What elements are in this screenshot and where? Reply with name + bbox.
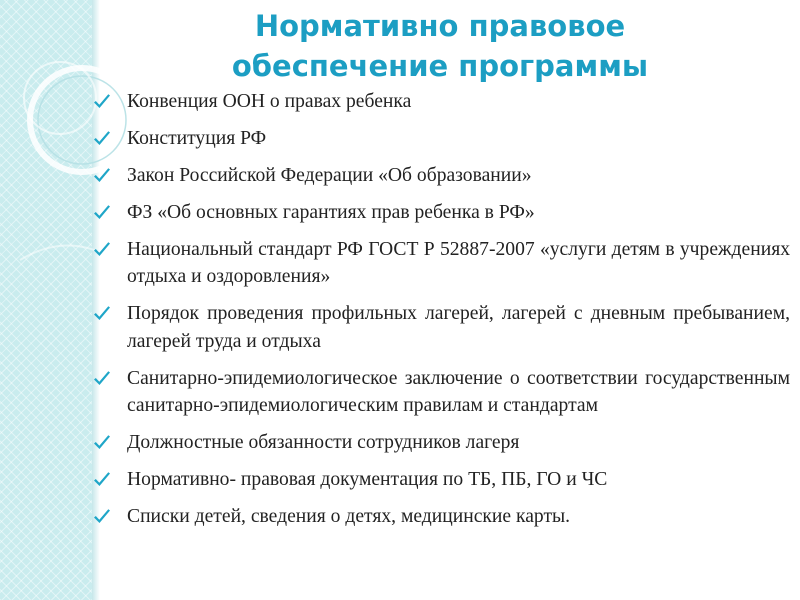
list-item-text: Конвенция ООН о правах ребенка [127,91,412,112]
decorative-left-band [0,0,92,600]
checkmark-icon [92,370,112,388]
checkmark-icon [92,204,112,222]
list-item [86,88,790,116]
list-item [86,466,790,494]
list-item-text: Списки детей, сведения о детях, медицинские карты. [127,505,571,527]
list-item [86,236,790,291]
list-item-text: Санитарно-эпидемиологическое заключение о соответствии государственным санитарно-эпидемиологическим правилам и стандартам [127,367,790,417]
list-item-text: Должностные обязанности сотрудников лагеря [127,432,520,454]
title-line-1: Нормативно правовое [254,9,626,43]
checkmark-icon [92,130,112,148]
list-item-text: ФЗ «Об основных гарантиях прав ребенка в РФ» [127,201,535,223]
requirements-list [86,88,790,540]
checkmark-icon [92,434,112,452]
list-item-text: Закон Российской Федерации «Об образовании» [127,164,532,186]
checkmark-icon [92,93,112,111]
list-item [86,125,790,153]
checkmark-icon [92,508,112,526]
list-item [86,503,790,531]
list-item [86,162,790,190]
list-item [86,199,790,227]
list-item-text: Нормативно- правовая документация по ТБ, ПБ, ГО и ЧС [127,468,608,490]
checkmark-icon [92,471,112,489]
list-item [86,429,790,457]
list-item-text: Порядок проведения профильных лагерей, лагерей с дневным пребыванием, лагерей труда и отдыха [127,303,790,352]
list-item-text: Конституция РФ [127,127,267,149]
checkmark-icon [92,241,112,259]
list-item [86,365,790,420]
checkmark-icon [92,305,112,323]
list-item-text: Национальный стандарт РФ ГОСТ Р 52887-2007 «услуги детям в учреждениях отдыха и оздоровления» [127,238,790,288]
slide-title [100,6,780,86]
checkmark-icon [92,167,112,185]
list-item [86,300,790,355]
title-line-2: обеспечение программы [231,49,649,83]
